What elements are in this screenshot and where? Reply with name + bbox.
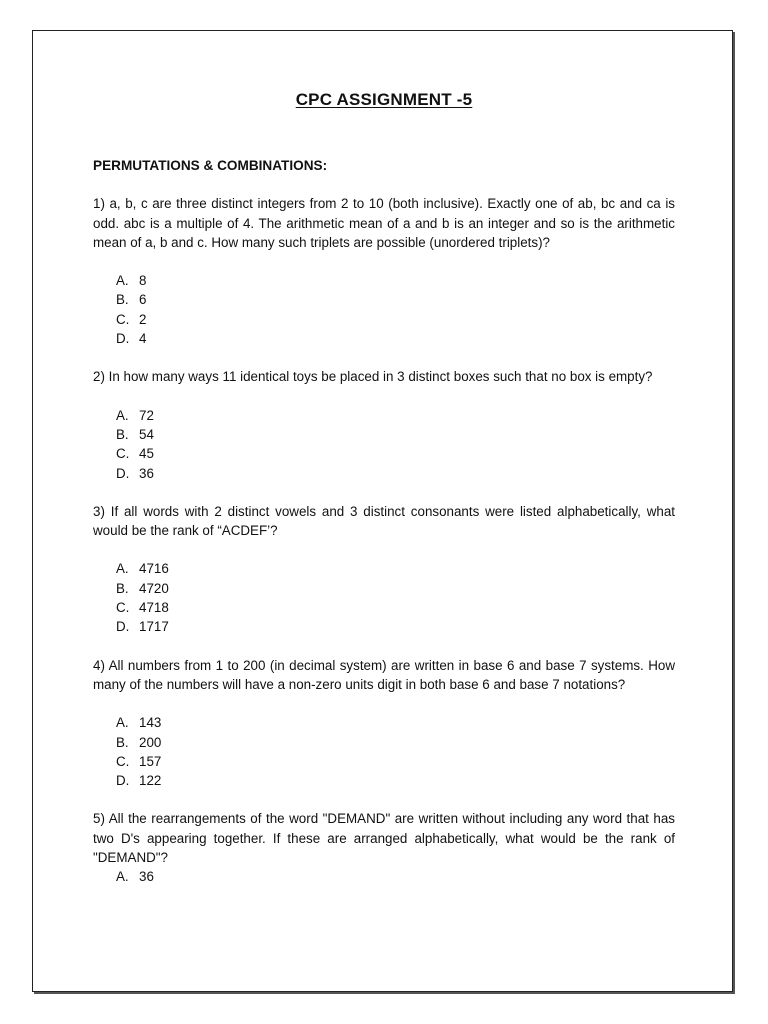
option-value: 6 (139, 292, 147, 308)
option-item (116, 579, 675, 598)
option-letter: C. (116, 753, 130, 769)
option-letter: A. (116, 407, 129, 423)
option-item (116, 425, 675, 444)
option-item (116, 559, 675, 578)
question-5-text: 5) All the rearrangements of the word "DEMAND" are written without including any word that has two D's appearing together. If these are arranged alphabetically, what would be the rank of "DEMAND"? (93, 811, 675, 866)
option-value: 122 (139, 773, 162, 789)
option-letter: A. (116, 715, 129, 731)
option-letter: C. (116, 446, 130, 462)
option-value: 4720 (139, 580, 169, 596)
option-letter: B. (116, 426, 129, 442)
question-2-options (116, 406, 675, 483)
option-item (116, 464, 675, 483)
option-letter: D. (116, 465, 130, 481)
question-4-options (116, 713, 675, 790)
option-value: 157 (139, 753, 162, 769)
question-1-text: 1) a, b, c are three distinct integers from 2 to 10 (both inclusive). Exactly one of ab, bc and ca is odd. abc is a multiple of 4. The arithmetic mean of a and b is an integer and so is the arithmetic mean of a, b and c. How many such triplets are possible (unordered triplets)? (93, 196, 675, 250)
option-item (116, 713, 675, 732)
option-letter: B. (116, 292, 129, 308)
option-value: 2 (139, 311, 147, 327)
option-letter: D. (116, 619, 130, 635)
option-value: 4716 (139, 561, 169, 577)
option-letter: A. (116, 561, 129, 577)
option-letter: B. (116, 580, 129, 596)
option-value: 4718 (139, 600, 169, 616)
option-item (116, 752, 675, 771)
option-value: 8 (139, 273, 147, 289)
option-value: 36 (139, 465, 154, 481)
question-5 (93, 809, 675, 886)
option-value: 36 (139, 869, 154, 885)
option-item (116, 329, 675, 348)
option-value: 72 (139, 407, 154, 423)
question-4 (93, 656, 675, 791)
question-1 (93, 194, 675, 348)
option-item (116, 444, 675, 463)
option-item (116, 310, 675, 329)
option-value: 143 (139, 715, 162, 731)
option-item (116, 598, 675, 617)
option-item (116, 771, 675, 790)
option-letter: D. (116, 331, 130, 347)
page-title: CPC ASSIGNMENT -5 (295, 90, 473, 109)
question-5-options (116, 867, 675, 886)
question-2-text: 2) In how many ways 11 identical toys be placed in 3 distinct boxes such that no box is empty? (93, 369, 653, 385)
option-item (116, 406, 675, 425)
question-4-text: 4) All numbers from 1 to 200 (in decimal system) are written in base 6 and base 7 systems. How many of the numbers will have a non-zero units digit in both base 6 and base 7 notations? (93, 657, 675, 692)
option-item (116, 271, 675, 290)
section-heading: PERMUTATIONS & COMBINATIONS: (93, 158, 328, 173)
option-value: 4 (139, 331, 147, 347)
option-item (116, 290, 675, 309)
option-value: 45 (139, 446, 154, 462)
option-letter: C. (116, 600, 130, 616)
option-letter: C. (116, 311, 130, 327)
option-item (116, 867, 675, 886)
option-item (116, 733, 675, 752)
question-3-options (116, 559, 675, 636)
option-letter: B. (116, 734, 129, 750)
question-3-text: 3) If all words with 2 distinct vowels and 3 distinct consonants were listed alphabetically, what would be the rank of “ACDEF’? (93, 503, 675, 539)
option-letter: A. (116, 273, 129, 289)
question-1-options (116, 271, 675, 348)
option-value: 200 (139, 734, 162, 750)
option-value: 1717 (139, 619, 169, 635)
option-value: 54 (139, 426, 154, 442)
document-content (93, 88, 675, 887)
option-item (116, 617, 675, 636)
option-letter: A. (116, 869, 129, 885)
question-2 (93, 367, 675, 482)
option-letter: D. (116, 773, 130, 789)
question-3 (93, 502, 675, 637)
